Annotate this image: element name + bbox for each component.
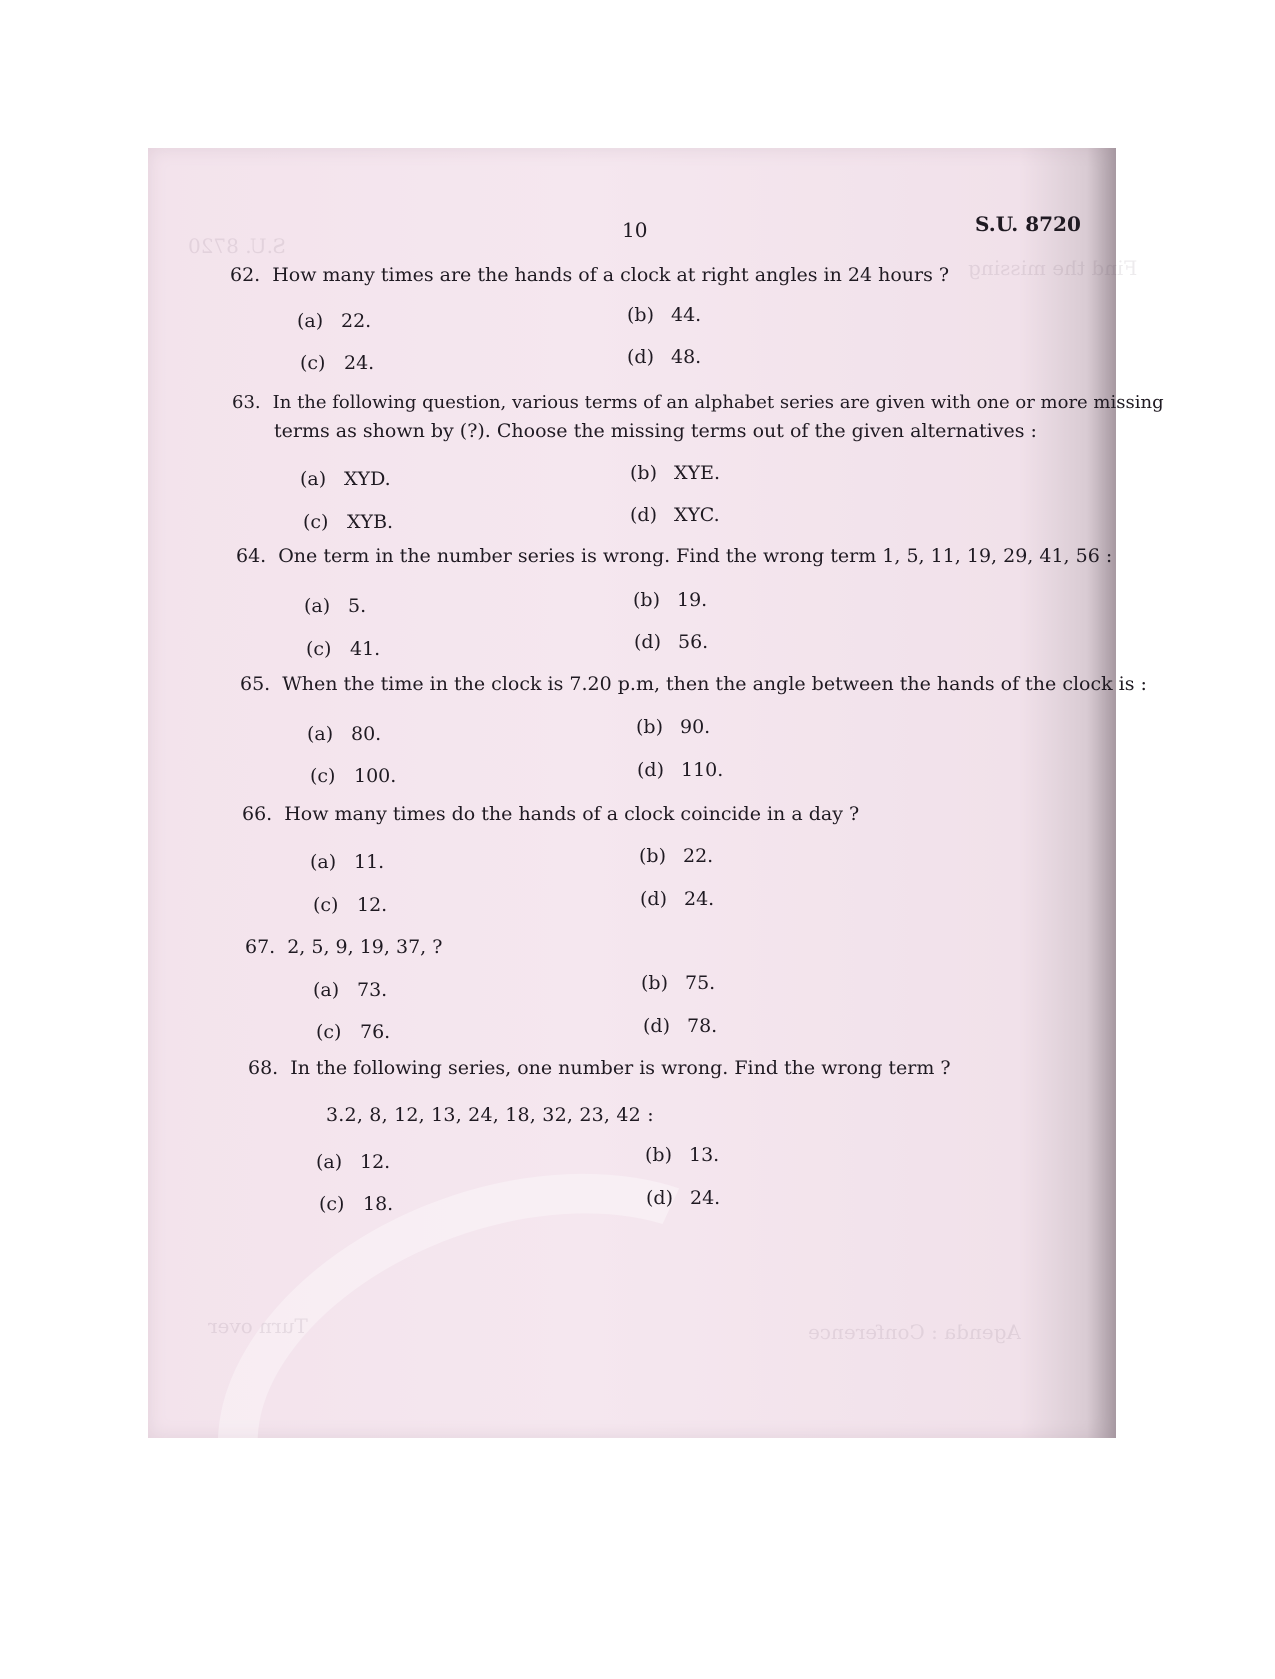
- question-number: 66.: [242, 803, 273, 825]
- bleed-through-text: Turn over: [208, 1314, 308, 1338]
- question-text: One term in the number series is wrong. Find the wrong term 1, 5, 11, 19, 29, 41, 56 :: [278, 545, 1113, 567]
- question-65: [240, 673, 1147, 695]
- option-b: (b) 75.: [641, 972, 716, 994]
- question-text: In the following question, various terms of an alphabet series are given with one or more missing: [272, 392, 1164, 413]
- bleed-through-text: S.U. 8720: [188, 234, 286, 258]
- question-number: 65.: [240, 673, 271, 695]
- option-a: (a) 11.: [310, 851, 385, 873]
- question-number: 67.: [245, 936, 276, 958]
- option-a: (a) 22.: [297, 310, 372, 332]
- question-64: [236, 545, 1112, 567]
- question-68: [248, 1057, 951, 1079]
- question-62: [230, 264, 949, 286]
- question-67: [245, 936, 442, 958]
- question-63-line2: terms as shown by (?). Choose the missing terms out of the given alternatives :: [274, 420, 1037, 442]
- option-c: (c) 41.: [306, 638, 381, 660]
- option-d: (d) 24.: [646, 1187, 721, 1209]
- number-series: 3.2, 8, 12, 13, 24, 18, 32, 23, 42 :: [326, 1104, 654, 1126]
- paper-shadow: [158, 1097, 859, 1678]
- question-text: 2, 5, 9, 19, 37, ?: [287, 936, 443, 958]
- option-b: (b) 19.: [633, 589, 708, 611]
- option-a: (a) XYD.: [300, 468, 391, 490]
- bleed-through-text: Agenda : Conference: [808, 1320, 1021, 1344]
- option-d: (d) 24.: [640, 888, 715, 910]
- option-c: (c) 76.: [316, 1021, 391, 1043]
- option-d: (d) XYC.: [630, 504, 720, 526]
- option-d: (d) 48.: [627, 346, 702, 368]
- question-number: 64.: [236, 545, 267, 567]
- option-c: (c) 18.: [319, 1193, 394, 1215]
- question-66: [242, 803, 859, 825]
- question-63: [232, 392, 1164, 413]
- exam-page: [148, 148, 1138, 1438]
- option-c: (c) 100.: [310, 765, 397, 787]
- option-d: (d) 56.: [634, 631, 709, 653]
- question-text: In the following series, one number is wrong. Find the wrong term ?: [290, 1057, 951, 1079]
- option-b: (b) 13.: [645, 1144, 720, 1166]
- question-number: 62.: [230, 264, 261, 286]
- option-d: (d) 110.: [637, 759, 724, 781]
- option-c: (c) XYB.: [303, 511, 394, 533]
- option-a: (a) 12.: [316, 1151, 391, 1173]
- option-a: (a) 73.: [313, 979, 388, 1001]
- question-text: When the time in the clock is 7.20 p.m, then the angle between the hands of the clock is :: [282, 673, 1147, 695]
- question-text: How many times do the hands of a clock coincide in a day ?: [284, 803, 860, 825]
- bleed-through-text: Find the missing: [968, 256, 1138, 280]
- option-a: (a) 80.: [307, 723, 382, 745]
- option-d: (d) 78.: [643, 1015, 718, 1037]
- paper-code: S.U. 8720: [975, 212, 1081, 236]
- option-c: (c) 24.: [300, 352, 375, 374]
- option-a: (a) 5.: [304, 595, 367, 617]
- question-number: 63.: [232, 392, 261, 413]
- option-b: (b) 90.: [636, 716, 711, 738]
- option-c: (c) 12.: [313, 894, 388, 916]
- question-number: 68.: [248, 1057, 279, 1079]
- question-text: How many times are the hands of a clock at right angles in 24 hours ?: [272, 264, 950, 286]
- option-b: (b) XYE.: [630, 462, 720, 484]
- option-b: (b) 44.: [627, 304, 702, 326]
- page-number: 10: [622, 218, 648, 242]
- option-b: (b) 22.: [639, 845, 714, 867]
